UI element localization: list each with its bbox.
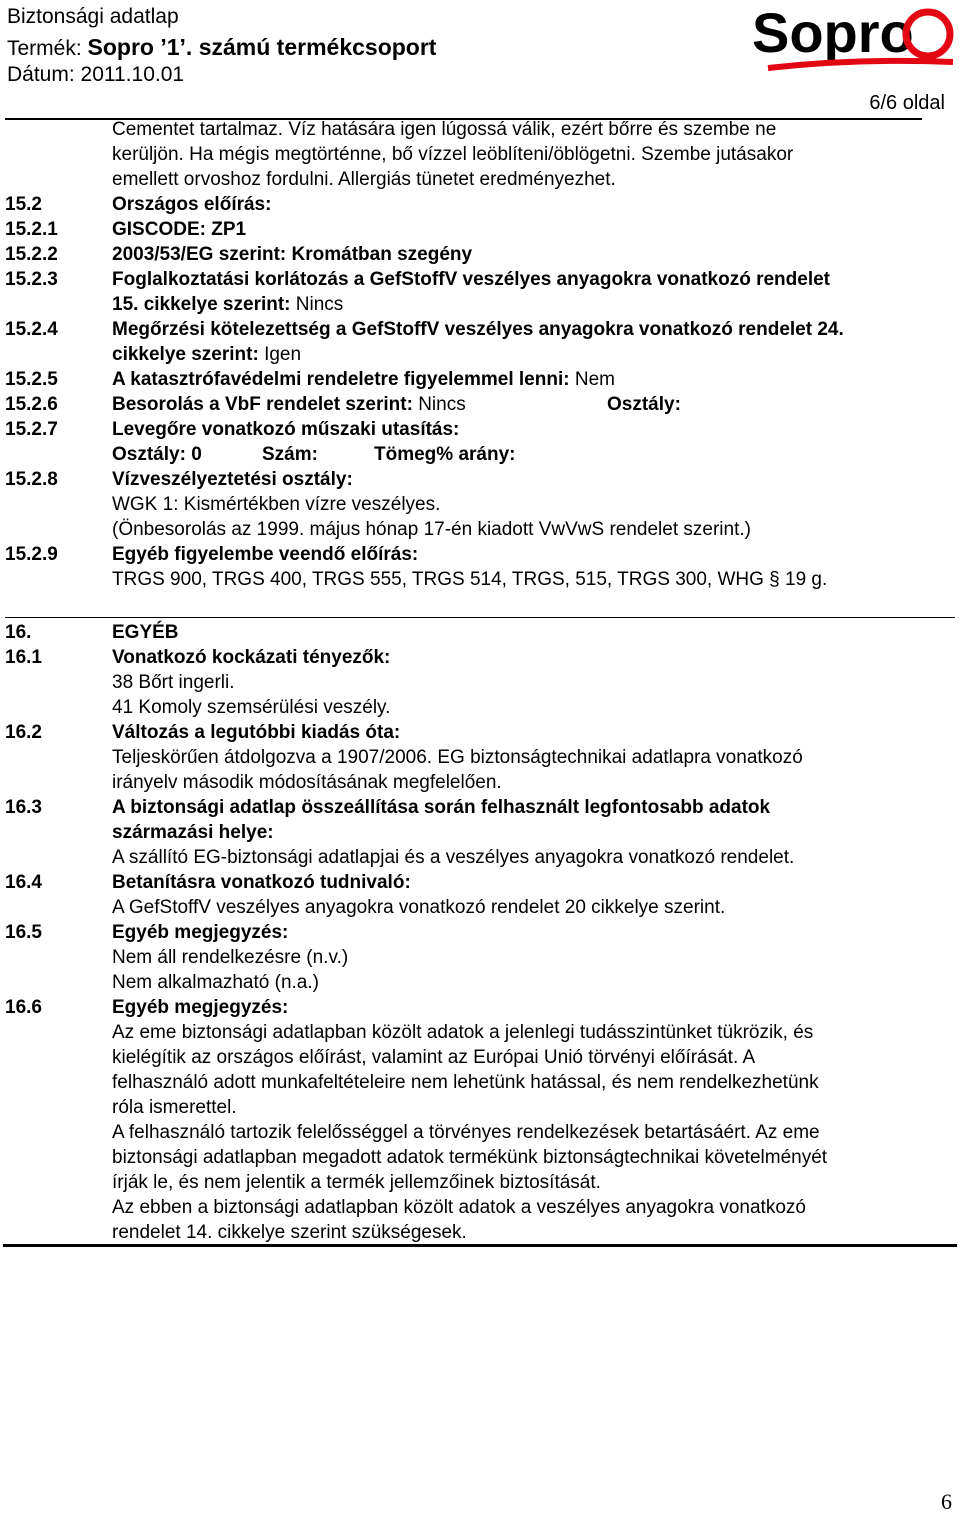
section-value: Teljeskörűen átdolgozva a 1907/2006. EG biztonságtechnikai adatlapra vonatkozó bbox=[112, 747, 803, 768]
section-16 bbox=[5, 620, 955, 645]
section-value: (Önbesorolás az 1999. május hónap 17-én kiadott VwVwS rendelet szerint.) bbox=[112, 519, 751, 540]
section-number: 16.4 bbox=[5, 872, 42, 893]
section-number: 15.2.6 bbox=[5, 394, 58, 415]
document-body bbox=[5, 117, 955, 1245]
section-value: A GefStoffV veszélyes anyagokra vonatkozó rendelet 20 cikkelye szerint. bbox=[112, 897, 726, 918]
paragraph-line: írják le, és nem jelentik a termék jellemzőinek biztosítását. bbox=[112, 1172, 601, 1193]
section-value: Nincs bbox=[290, 294, 344, 315]
footer-page-number: 6 bbox=[941, 1489, 952, 1514]
page-indicator: 6/6 oldal bbox=[869, 92, 945, 114]
section-heading: Levegőre vonatkozó műszaki utasítás: bbox=[112, 419, 460, 440]
page-header bbox=[5, 0, 955, 120]
intro-line: kerüljön. Ha mégis megtörténne, bő vízzel leöblíteni/öblögetni. Szembe jutásakor bbox=[112, 144, 794, 165]
section-number: 15.2.9 bbox=[5, 544, 58, 565]
number-label: Szám: bbox=[262, 444, 318, 465]
section-number: 16.1 bbox=[5, 647, 42, 668]
section-value: 41 Komoly szemsérülési veszély. bbox=[112, 697, 391, 718]
section-heading: Besorolás a VbF rendelet szerint: bbox=[112, 394, 413, 415]
section-heading: A biztonsági adatlap összeállítása során felhasznált legfontosabb adatok bbox=[112, 797, 771, 818]
section-heading: A katasztrófavédelmi rendeletre figyelemmel lenni: bbox=[112, 369, 570, 390]
section-value: Nincs bbox=[412, 394, 466, 415]
section-number: 15.2.5 bbox=[5, 369, 58, 390]
intro-line: Cementet tartalmaz. Víz hatására igen lúgossá válik, ezért bőrre és szembe ne bbox=[112, 119, 777, 140]
section-heading: Egyéb figyelembe veendő előírás: bbox=[112, 544, 419, 565]
section-number: 15.2.4 bbox=[5, 319, 58, 340]
paragraph-line: Az eme biztonsági adatlapban közölt adatok a jelenlegi tudásszintünket tükrözik, és bbox=[112, 1022, 814, 1043]
paragraph-line: biztonsági adatlapban megadott adatok termékünk biztonságtechnikai követelményét bbox=[112, 1147, 828, 1168]
section-value: 38 Bőrt ingerli. bbox=[112, 672, 235, 693]
section-number: 15.2.7 bbox=[5, 419, 58, 440]
section-number: 16. bbox=[5, 622, 32, 643]
section-heading: Egyéb megjegyzés: bbox=[112, 997, 289, 1018]
section-heading: 15. cikkelye szerint: bbox=[112, 294, 291, 315]
class-label: Osztály: bbox=[607, 394, 681, 415]
section-number: 16.2 bbox=[5, 722, 42, 743]
section-heading: Vízveszélyeztetési osztály: bbox=[112, 469, 353, 490]
section-number: 15.2.8 bbox=[5, 469, 58, 490]
section-number: 16.5 bbox=[5, 922, 42, 943]
section-divider bbox=[5, 617, 955, 618]
section-number: 15.2.2 bbox=[5, 244, 58, 265]
paragraph-line: felhasználó adott munkafeltételeire nem lehetünk hatással, és nem rendelkezhetünk bbox=[112, 1072, 819, 1093]
mass-ratio-label: Tömeg% arány: bbox=[374, 444, 516, 465]
section-heading: Vonatkozó kockázati tényezők: bbox=[112, 647, 391, 668]
section-value: Nem áll rendelkezésre (n.v.) bbox=[112, 947, 349, 968]
section-15-2 bbox=[5, 192, 955, 217]
section-heading: Betanításra vonatkozó tudnivaló: bbox=[112, 872, 411, 893]
section-value: Nem alkalmazható (n.a.) bbox=[112, 972, 319, 993]
section-heading: származási helye: bbox=[112, 822, 274, 843]
section-heading: EGYÉB bbox=[112, 622, 179, 643]
document-date: Dátum: 2011.10.01 bbox=[7, 63, 185, 86]
section-number: 16.3 bbox=[5, 797, 42, 818]
section-heading: Egyéb megjegyzés: bbox=[112, 922, 289, 943]
logo-wordmark: Sopro bbox=[752, 1, 914, 64]
product-label: Termék: bbox=[7, 37, 88, 60]
section-value: WGK 1: Kismértékben vízre veszélyes. bbox=[112, 494, 441, 515]
section-heading: 2003/53/EG szerint: Kromátban szegény bbox=[112, 244, 473, 265]
section-heading: Megőrzési kötelezettség a GefStoffV veszélyes anyagokra vonatkozó rendelet 24. bbox=[112, 319, 844, 340]
section-value: TRGS 900, TRGS 400, TRGS 555, TRGS 514, TRGS, 515, TRGS 300, WHG § 19 g. bbox=[112, 569, 828, 590]
section-heading: Foglalkoztatási korlátozás a GefStoffV veszélyes anyagokra vonatkozó rendelet bbox=[112, 269, 831, 290]
class-label: Osztály: 0 bbox=[112, 444, 202, 465]
paragraph-line: rendelet 14. cikkelye szerint szükségesek. bbox=[112, 1222, 467, 1243]
document-type: Biztonsági adatlap bbox=[7, 5, 179, 28]
section-value: Igen bbox=[258, 344, 302, 365]
product-line bbox=[7, 33, 436, 63]
section-heading: Változás a legutóbbi kiadás óta: bbox=[112, 722, 401, 743]
paragraph-line: kielégítik az országos előírást, valamint az Európai Unió törvényi előírását. A bbox=[112, 1047, 756, 1068]
section-heading: cikkelye szerint: bbox=[112, 344, 259, 365]
paragraph-line: A felhasználó tartozik felelősséggel a törvényes rendelkezések betartásáért. Az eme bbox=[112, 1122, 820, 1143]
product-name: Sopro ’1’. számú termékcsoport bbox=[87, 34, 437, 60]
section-number: 16.6 bbox=[5, 997, 42, 1018]
paragraph-line: róla ismerettel. bbox=[112, 1097, 237, 1118]
section-value: irányelv második módosításának megfelelően. bbox=[112, 772, 502, 793]
sopro-logo bbox=[748, 0, 958, 80]
section-number: 15.2.1 bbox=[5, 219, 58, 240]
end-divider bbox=[3, 1244, 957, 1247]
section-value: A szállító EG-biztonsági adatlapjai és a veszélyes anyagokra vonatkozó rendelet. bbox=[112, 847, 795, 868]
section-number: 15.2 bbox=[5, 194, 42, 215]
section-heading: Országos előírás: bbox=[112, 194, 272, 215]
section-heading: GISCODE: ZP1 bbox=[112, 219, 247, 240]
intro-line: emellett orvoshoz fordulni. Allergiás tünetet eredményezhet. bbox=[112, 169, 616, 190]
section-number: 15.2.3 bbox=[5, 269, 58, 290]
paragraph-line: Az ebben a biztonsági adatlapban közölt adatok a veszélyes anyagokra vonatkozó bbox=[112, 1197, 806, 1218]
section-value: Nem bbox=[569, 369, 615, 390]
